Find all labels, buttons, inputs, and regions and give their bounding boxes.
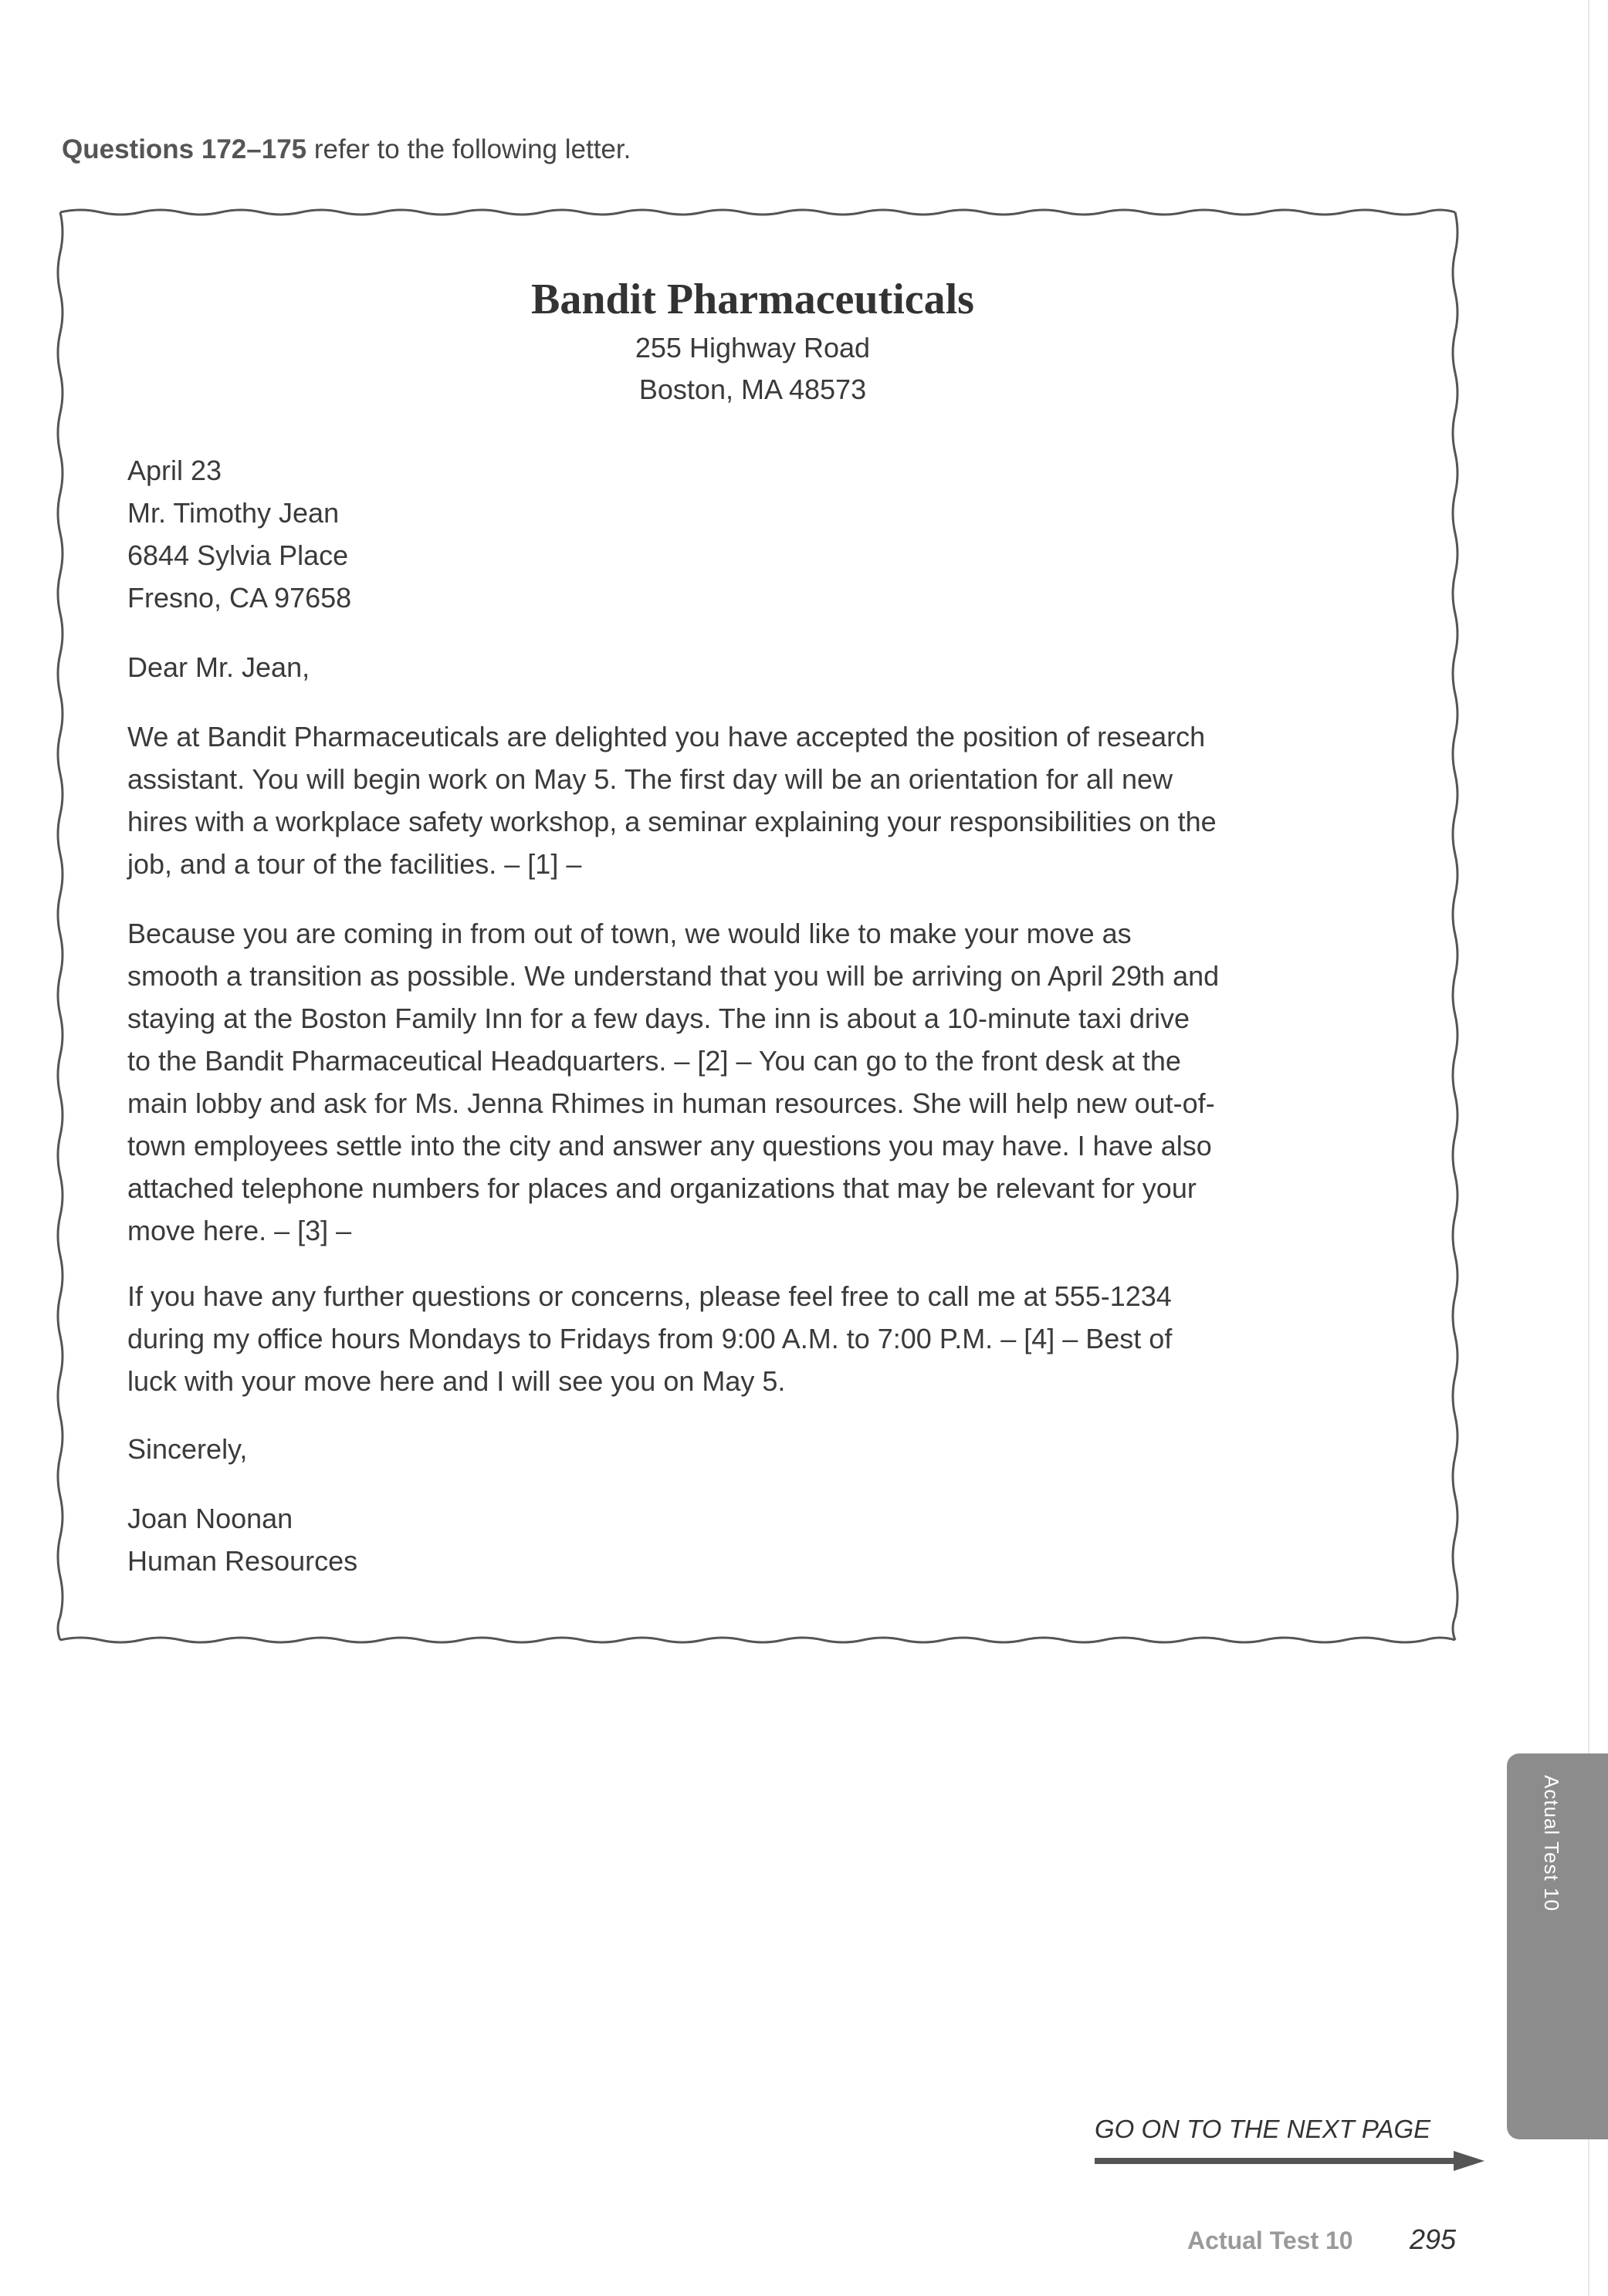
company-street: 255 Highway Road <box>635 332 871 364</box>
closing: Sincerely, <box>127 1433 248 1465</box>
recipient-name: Mr. Timothy Jean <box>127 497 340 529</box>
page-number: 295 <box>1410 2223 1457 2255</box>
question-text: refer to the following letter. <box>306 134 631 164</box>
signature-department: Human Resources <box>127 1545 358 1577</box>
paragraph-2-line-6: town employees settle into the city and answer any questions you may have. I have also <box>127 1130 1212 1162</box>
border-bottom <box>60 1638 1455 1642</box>
question-range: Questions 172–175 <box>62 134 307 164</box>
company-name: Bandit Pharmaceuticals <box>531 276 974 323</box>
next-page-label: GO ON TO THE NEXT PAGE <box>1095 2115 1431 2143</box>
paragraph-2-line-4: to the Bandit Pharmaceutical Headquarters. – [2] – You can go to the front desk at the <box>127 1045 1181 1077</box>
paragraph-2-line-1: Because you are coming in from out of town, we would like to make your move as <box>127 918 1132 949</box>
side-tab-label: Actual Test 10 <box>1540 1775 1563 1912</box>
paragraph-2-line-2: smooth a transition as possible. We understand that you will be arriving on April 29th and <box>127 960 1220 992</box>
border-left <box>58 212 63 1640</box>
paragraph-3-line-3: luck with your move here and I will see you on May 5. <box>127 1365 786 1397</box>
letter-date: April 23 <box>127 455 222 486</box>
paragraph-3-line-1: If you have any further questions or concerns, please feel free to call me at 555-1234 <box>127 1280 1172 1312</box>
paragraph-2-line-8: move here. – [3] – <box>127 1215 352 1246</box>
paragraph-2-line-3: staying at the Boston Family Inn for a few days. The inn is about a 10-minute taxi drive <box>127 1003 1190 1034</box>
recipient-city: Fresno, CA 97658 <box>127 582 352 614</box>
paragraph-2-line-5: main lobby and ask for Ms. Jenna Rhimes in human resources. She will help new out-of- <box>127 1087 1215 1119</box>
border-top <box>60 210 1455 215</box>
paragraph-3-line-2: during my office hours Mondays to Fridays from 9:00 A.M. to 7:00 P.M. – [4] – Best of <box>127 1323 1173 1354</box>
paragraph-1-line-2: assistant. You will begin work on May 5. The first day will be an orientation for all new <box>127 763 1173 795</box>
paragraph-2-line-7: attached telephone numbers for places and organizations that may be relevant for your <box>127 1172 1197 1204</box>
paragraph-1-line-1: We at Bandit Pharmaceuticals are delighted you have accepted the position of research <box>127 721 1206 752</box>
company-city: Boston, MA 48573 <box>638 374 867 405</box>
border-right <box>1453 212 1457 1640</box>
footer-test-label: Actual Test 10 <box>1187 2227 1353 2254</box>
recipient-street: 6844 Sylvia Place <box>127 539 349 571</box>
paragraph-1-line-3: hires with a workplace safety workshop, a seminar explaining your responsibilities on the <box>127 806 1217 837</box>
next-page-arrow-icon <box>1095 2149 1488 2173</box>
salutation: Dear Mr. Jean, <box>127 651 310 683</box>
paragraph-1-line-4: job, and a tour of the facilities. – [1] – <box>127 848 582 880</box>
signature-name: Joan Noonan <box>127 1503 293 1534</box>
